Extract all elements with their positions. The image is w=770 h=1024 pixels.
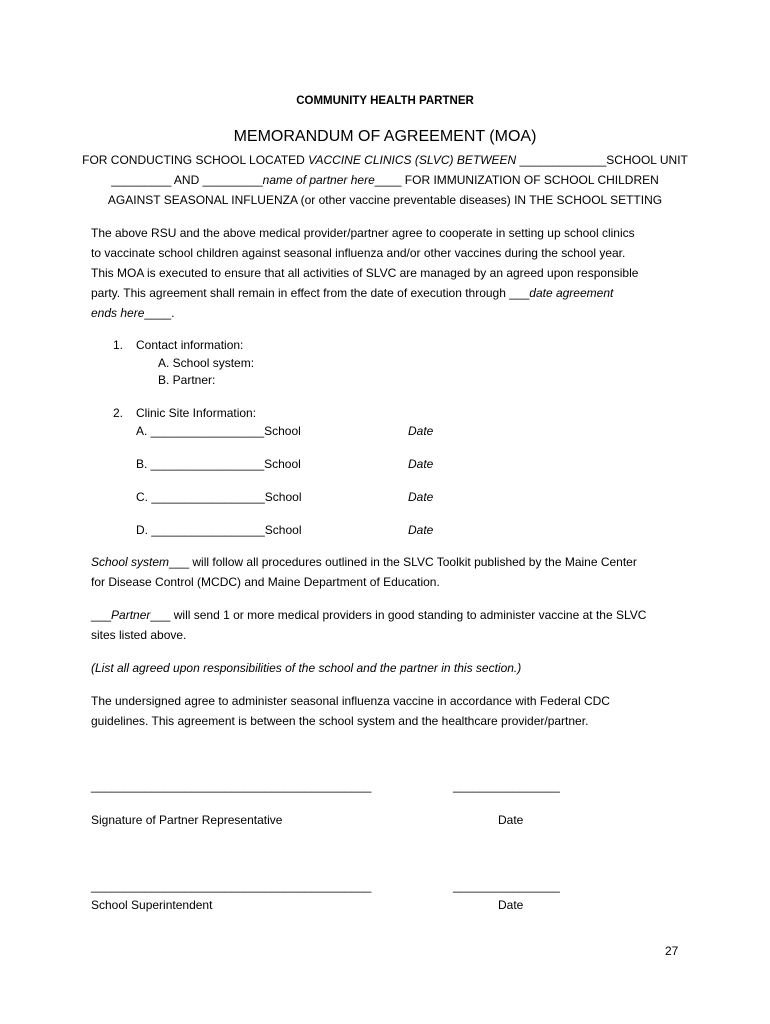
subtitle-line-2: _________ AND _________name of partner here____ FOR IMMUNIZATION OF SCHOOL CHILDREN [111, 173, 659, 187]
partner-signature-label: Signature of Partner Representative [91, 813, 283, 827]
superintendent-signature-line: __________________________________________ [91, 879, 372, 893]
document-title: MEMORANDUM OF AGREEMENT (MOA) [233, 128, 537, 145]
partner-date-line: ________________ [453, 779, 560, 793]
page-number: 27 [665, 944, 679, 958]
superintendent-date-line: ________________ [453, 879, 560, 893]
partner-date-label: Date [498, 813, 524, 827]
org-heading: COMMUNITY HEALTH PARTNER [296, 95, 474, 107]
partner-signature-line: __________________________________________ [91, 779, 372, 793]
superintendent-signature-label: School Superintendent [91, 898, 213, 912]
responsibilities-note: (List all agreed upon responsibilities of the school and the partner in this section.) [91, 661, 522, 675]
subtitle-line-3: AGAINST SEASONAL INFLUENZA (or other vaccine preventable diseases) IN THE SCHOOL SETTING [107, 193, 663, 207]
subtitle-line-1: FOR CONDUCTING SCHOOL LOCATED VACCINE CLINICS (SLVC) BETWEEN _____________SCHOOL UNIT [82, 153, 688, 167]
superintendent-date-label: Date [498, 898, 524, 912]
